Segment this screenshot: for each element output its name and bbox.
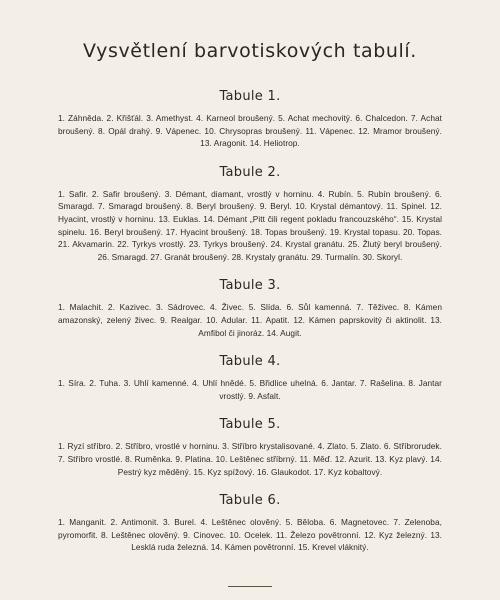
table-3-legend: 1. Malachit. 2. Kazivec. 3. Sádrovec. 4. Živec. 5. Slída. 6. Sůl kamenná. 7. Těživec. 8. Kámen amazonský, zelený živec. 9. Realgar. 10. Adular. 11. Apatit. 12. Kámen paprskovitý či aktinolit. 13. Amfibol či jinoráz. 14. Augit. xyxy=(58,302,442,338)
table-4-heading: Tabule 4. xyxy=(219,354,281,370)
table-6-legend: 1. Manganit. 2. Antimonit. 3. Burel. 4. Leštěnec olověný. 5. Běloba. 6. Magnetovec. 7. Zelenoba, pyromorfit. 8. Leštěnec olověný. 9. Cinovec. 10. Ocelek. 11. Železo povětronní. 12. Kyz železný. 13. Lesklá ruda železná. 14. Kámen povětronní. 15. Krevel vláknitý. xyxy=(58,517,442,553)
table-1-heading: Tabule 1. xyxy=(219,89,281,104)
footer-divider xyxy=(228,586,272,587)
table-2-heading: Tabule 2. xyxy=(219,164,281,180)
table-2-legend: 1. Safir. 2. Safir broušený. 3. Démant, diamant, vrostlý v horninu. 4. Rubín. 5. Rubín broušený. 6. Smaragd. 7. Smaragd broušený. 8. Beryl broušený. 9. Beryl. 10. Krystal démantový. 11. Spinel. 12. Hyacint, vrostlý v horninu. 13. Euklas. 14. Démant „Pitt čili regent pokladu francouzského“. 15. Krystal spinelu. 16. Beryl broušený. 17. Hyacint broušený. 18. Topas broušený. 19. Krystal topasu. 20. Topas. 21. Akvamarin. 22. Tyrkys vrostlý. 23. Tyrkys broušený. 24. Krystal granátu. 25. Žlutý beryl broušený. 26. Smaragd. 27. Granát broušený. 28. Krystaly granátu. 29. Turmalín. 30. Skoryl. xyxy=(58,188,442,262)
table-1-legend: 1. Záhněda. 2. Křišťál. 3. Amethyst. 4. Karneol broušený. 5. Achat mechovitý. 6. Chalcedon. 7. Achat broušený. 8. Opál drahý. 9. Vápenec. 10. Chrysopras broušený. 11. Vápenec. 12. Mramor broušený. 13. Aragonit. 14. Heliotrop. xyxy=(58,113,442,149)
table-5-section xyxy=(58,417,442,478)
table-4-section xyxy=(58,354,442,402)
table-2-section xyxy=(58,165,442,264)
table-1-section xyxy=(58,89,442,150)
table-3-heading: Tabule 3. xyxy=(219,278,281,294)
table-5-heading: Tabule 5. xyxy=(219,417,281,433)
table-6-heading: Tabule 6. xyxy=(219,493,281,509)
table-4-legend: 1. Síra. 2. Tuha. 3. Uhlí kamenné. 4. Uhlí hnědé. 5. Břidlice uhelná. 6. Jantar. 7. Rašelina. 8. Jantar vrostlý. 9. Asfalt. xyxy=(58,378,442,401)
table-3-section xyxy=(58,278,442,339)
table-5-legend: 1. Ryzí stříbro. 2. Stříbro, vrostlé v horninu. 3. Stříbro krystalisované. 4. Zlato. 5. Zlato. 6. Stříbrorudek. 7. Stříbro vrostlé. 8. Ruměnka. 9. Platina. 10. Leštěnec stříbrný. 11. Měď. 12. Azurit. 13. Kyz plavý. 14. Pestrý kyz měděný. 15. Kyz spížový. 16. Glaukodot. 17. Kyz kobaltový. xyxy=(58,441,442,477)
page-title: Vysvětlení barvotiskových tabulí. xyxy=(83,40,417,62)
table-6-section xyxy=(58,493,442,554)
